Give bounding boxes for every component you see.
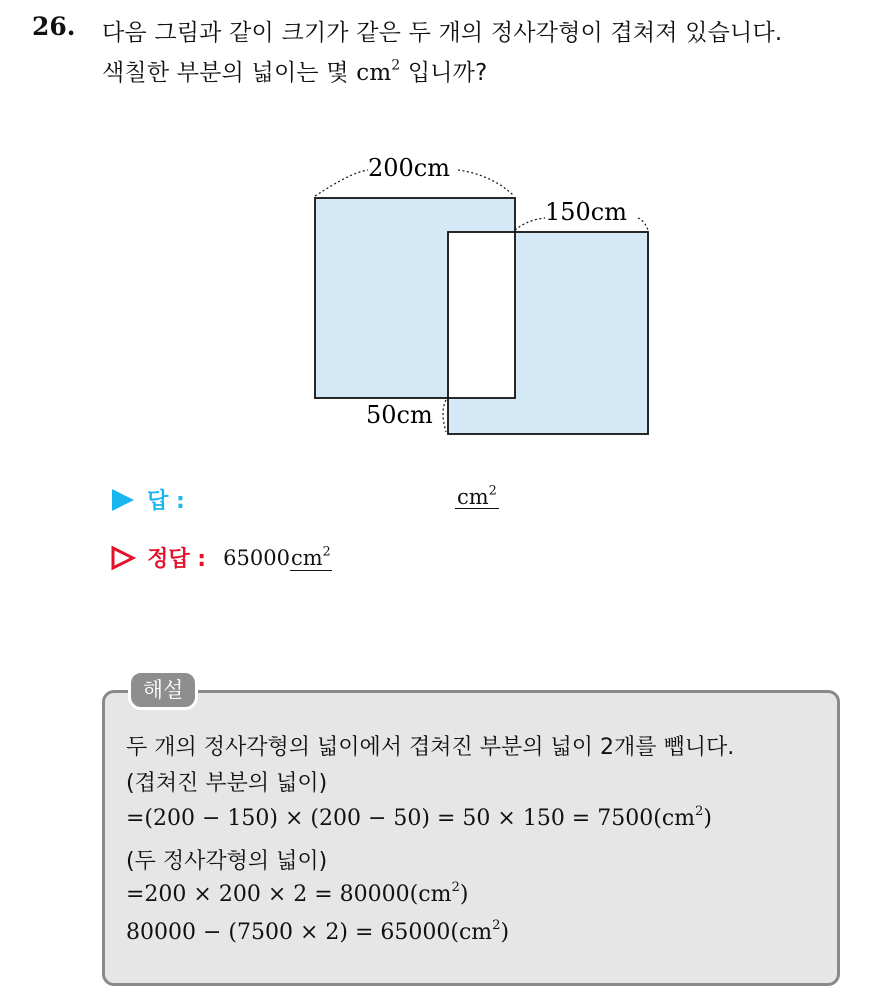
explanation-line2: (겹쳐진 부분의 넓이) (126, 771, 328, 796)
label-150cm: 150cm (545, 198, 628, 226)
question-number: 26. (32, 12, 76, 41)
label-200cm: 200cm (368, 154, 451, 182)
correct-answer-value: $65000cm^2$ (223, 543, 331, 570)
answer-label: 답 : (147, 489, 185, 514)
play-triangle-icon (110, 487, 136, 513)
question-unit: $cm^2$ (356, 57, 401, 86)
explanation-line6: $80000 - (7500 \times 2) = 65000(cm^2)$ (126, 918, 510, 945)
question-text-suffix: 입니까? (407, 60, 488, 86)
overlapping-squares-figure (300, 140, 660, 440)
explanation-line5: $=200 \times 200 \times 2 = 80000(cm^2)$ (126, 880, 469, 907)
label-50cm: 50cm (366, 401, 433, 429)
question-text-line2 (102, 54, 488, 87)
correct-answer-row (110, 542, 332, 573)
outline-triangle-icon (110, 545, 136, 571)
explanation-line3: $=(200 - 150) \times (200 - 50) = 50 \times 150 = 7500(cm^2)$ (126, 804, 712, 831)
question-text-prefix: 색칠한 부분의 넓이는 몇 (102, 60, 349, 86)
correct-answer-label: 정답 : (147, 547, 207, 572)
question-text-line1: 다음 그림과 같이 크기가 같은 두 개의 정사각형이 겹쳐져 있습니다. (102, 20, 783, 46)
dim-arc-bottom (443, 400, 446, 432)
explanation-line4: (두 정사각형의 넓이) (126, 849, 328, 874)
answer-row (110, 482, 497, 515)
explanation-line1: 두 개의 정사각형의 넓이에서 겹쳐진 부분의 넓이 2개를 뺍니다. (126, 735, 735, 760)
explanation-tag: 해설 (128, 670, 198, 710)
answer-blank-unit: $cm^2$ (457, 482, 497, 509)
